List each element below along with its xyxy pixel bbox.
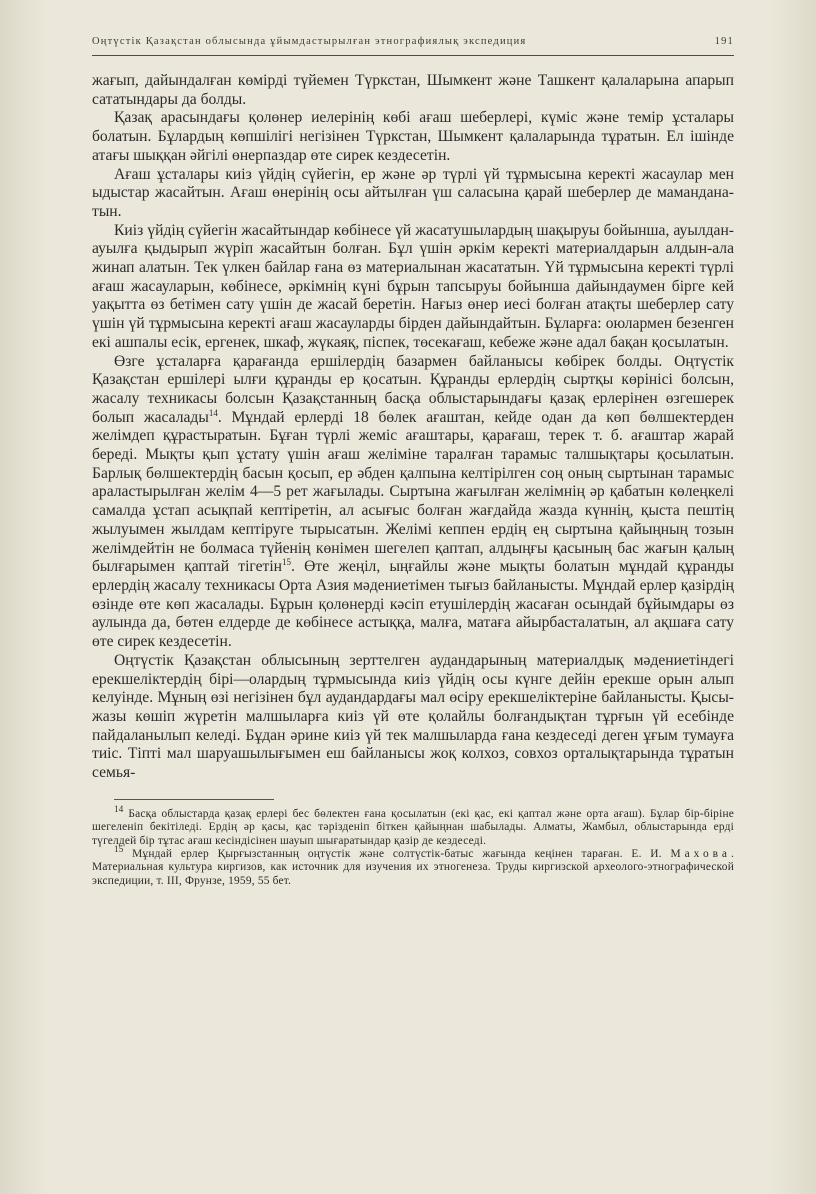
footnote-text: Мұндай ерлер Қырғызстанның оңтүстік және солтүстік-батыс жағында кеңінен тараған. Е. И. bbox=[132, 847, 662, 860]
paragraph-text: Өзге ұсталарға қарағанда ершілердің базармен байланысы көбірек болды. Оңтүстік Қазақстан ершілері ылғи құранды ер қосатын. Құранды ерлердің сыртқы көрінісі болсын, жасалу техникасы болсын Қазақстанның басқа облыстарындағы қазақ ерлерінен өзгешерек болып жасалады bbox=[92, 352, 734, 426]
paragraph: Киіз үйдің сүйегін жасайтындар көбінесе үй жасатушылардың шақыруы бойынша, ауылдан-ауылға қыдырып жүріп жасайтын болған. Бұл үшін әркім керекті материалдарын алдын-ала жинап алатын. Тек үлкен байлар ғана өз материалынан жасататын. Үй тұрмысына керекті түрлі ағаш жасауларын, көбінесе, әркімнің күні бұрын тапсыруы бойынша дайындаумен бірге кей уақытта өз бетімен сату үшін де жасай беретін. Нағыз өнер иесі болған атақты шеберлер сату үшін үй тұрмысына керекті ағаш жасауларды бірден дайындайтын. Бұларға: оюлармен безенген екі ашпалы есік, ергенек, шкаф, жүкаяқ, піспек, төсекағаш, кебеже және адал бақан қосылатын. bbox=[92, 221, 734, 351]
running-header bbox=[92, 36, 734, 51]
paragraph-text: . Өте жеңіл, ыңғайлы және мықты болатын мұндай құранды ерлердің жасалу техникасы Орта Азия мәдениетімен тығыз байланысты. Мұндай ерлер қазірдің өзінде өте көп жасалады. Бұрын қолөнерді кәсіп етушілердің жасаған осындай бұйымдары өз аулында да, бөтен елдерде де көбінесе астыққа, малға, матаға айырбасталатын, ал ақшаға сату өте сирек кездесетін. bbox=[92, 558, 734, 651]
paragraph-text: . Мұндай ерлерді 18 бөлек ағаштан, кейде одан да көп бөлшектерден желімдеп құрастыратын. Бұған түрлі жеміс ағаштары, қарағаш, терек т. б. ағаштар жарай береді. Мықты қып ұстату үшін ағаш желіміне таралған тарамыс талшықтары қосылатын. Барлық бөлшектердің басын қосып, ер әбден қалпына келтірілген соң оның сыртынан тарамыс араластырылған желім 4—5 рет жағылады. Сыртына жағылған желімнің әр қабатын көлеңкелі самалда ұстап асықпай кептіретін, ал асығыс болған жағдайда жазда күннің, қыста пештің жылуымен жылдам кептіруге тырысатын. Желімі кеппен ердің ең сыртына қайыңның тозын желімдейтін не болмаса түйенің көнімен шегелеп қаптап, алдыңғы қасының бас жағын қалың былғарымен қаптай тігетін bbox=[92, 408, 734, 576]
footnotes bbox=[92, 803, 734, 888]
footnote-mark: 14 bbox=[114, 803, 124, 814]
running-title: Оңтүстік Қазақстан облысында ұйымдастырылған этнографиялық экспедиция bbox=[92, 36, 527, 47]
footnote-author: Махова bbox=[670, 847, 731, 860]
paragraph bbox=[92, 353, 734, 652]
page-number: 191 bbox=[714, 36, 734, 47]
footnote-ref-14[interactable]: 14 bbox=[208, 407, 218, 418]
footnote-text: . Материальная культура киргизов, как источник для изучения их этногенеза. Труды киргизской археолого-этнографической экспедиции, т. III, Фрунзе, 1959, 55 бет. bbox=[92, 847, 734, 887]
footnote-ref-15[interactable]: 15 bbox=[282, 557, 292, 568]
body-text bbox=[92, 72, 734, 783]
footnote-mark: 15 bbox=[114, 844, 124, 855]
paragraph: Оңтүстік Қазақстан облысының зерттелген аудандарының материалдық мәдениетіндегі ерекшеліктердің бірі—олардың тұрмысында киіз үйдің осы күнге дейін ерекше орын алып келуінде. Мұның өзі негізінен бұл аудандардағы мал өсіру ерекшеліктеріне байланысты. Қысы-жазы көшіп жүретін малшыларға киіз үй өте қолайлы болғандықтан тұрғын үй есебінде пайдаланылып келеді. Бұдан әрине киіз үй тек малшыларда ғана кездеседі деген ұғым тумауға тиіс. Тіпті мал шаруашылығымен еш байланысы жоқ колхоз, совхоз орталықтарында тұратын семья- bbox=[92, 651, 734, 782]
footnote-text: Басқа облыстарда қазақ ерлері бес бөлектен ғана қосылатын (екі қас, екі қаптал және орта ағаш). Бұлар бір-біріне шегеленіп бекітіледі. Ердің әр қасы, қас тәрізденіп біткен қайыңнан шабылады. Алматы, Жамбыл, облыстарында ерді түгелдей бір тұтас ағаш кесіндісінен шауып шығаратындар қазір де кездеседі. bbox=[92, 807, 734, 847]
footnote-15 bbox=[92, 844, 734, 888]
paragraph: Ағаш ұсталары киіз үйдің сүйегін, ер және әр түрлі үй тұрмысына керекті жасаулар мен ыдыстар жасайтын. Ағаш өнерінің осы айтылған үш саласына қарай шеберлер де маманданатын. bbox=[92, 165, 734, 220]
footnote-14 bbox=[92, 803, 734, 848]
paragraph: Қазақ арасындағы қолөнер иелерінің көбі ағаш шеберлері, күміс және темір ұсталары болатын. Бұлардың көпшілігі негізінен Түркстан, Шымкент қалаларында тұратын. Ел ішінде атағы шыққан әйгілі өнерпаздар өте сирек кездесетін. bbox=[92, 109, 734, 164]
footnote-rule bbox=[114, 799, 274, 800]
header-rule bbox=[92, 55, 734, 56]
paragraph: жағып, дайындалған көмірді түйемен Түркстан, Шымкент және Ташкент қалаларына апарып сататындары да болды. bbox=[92, 72, 734, 108]
